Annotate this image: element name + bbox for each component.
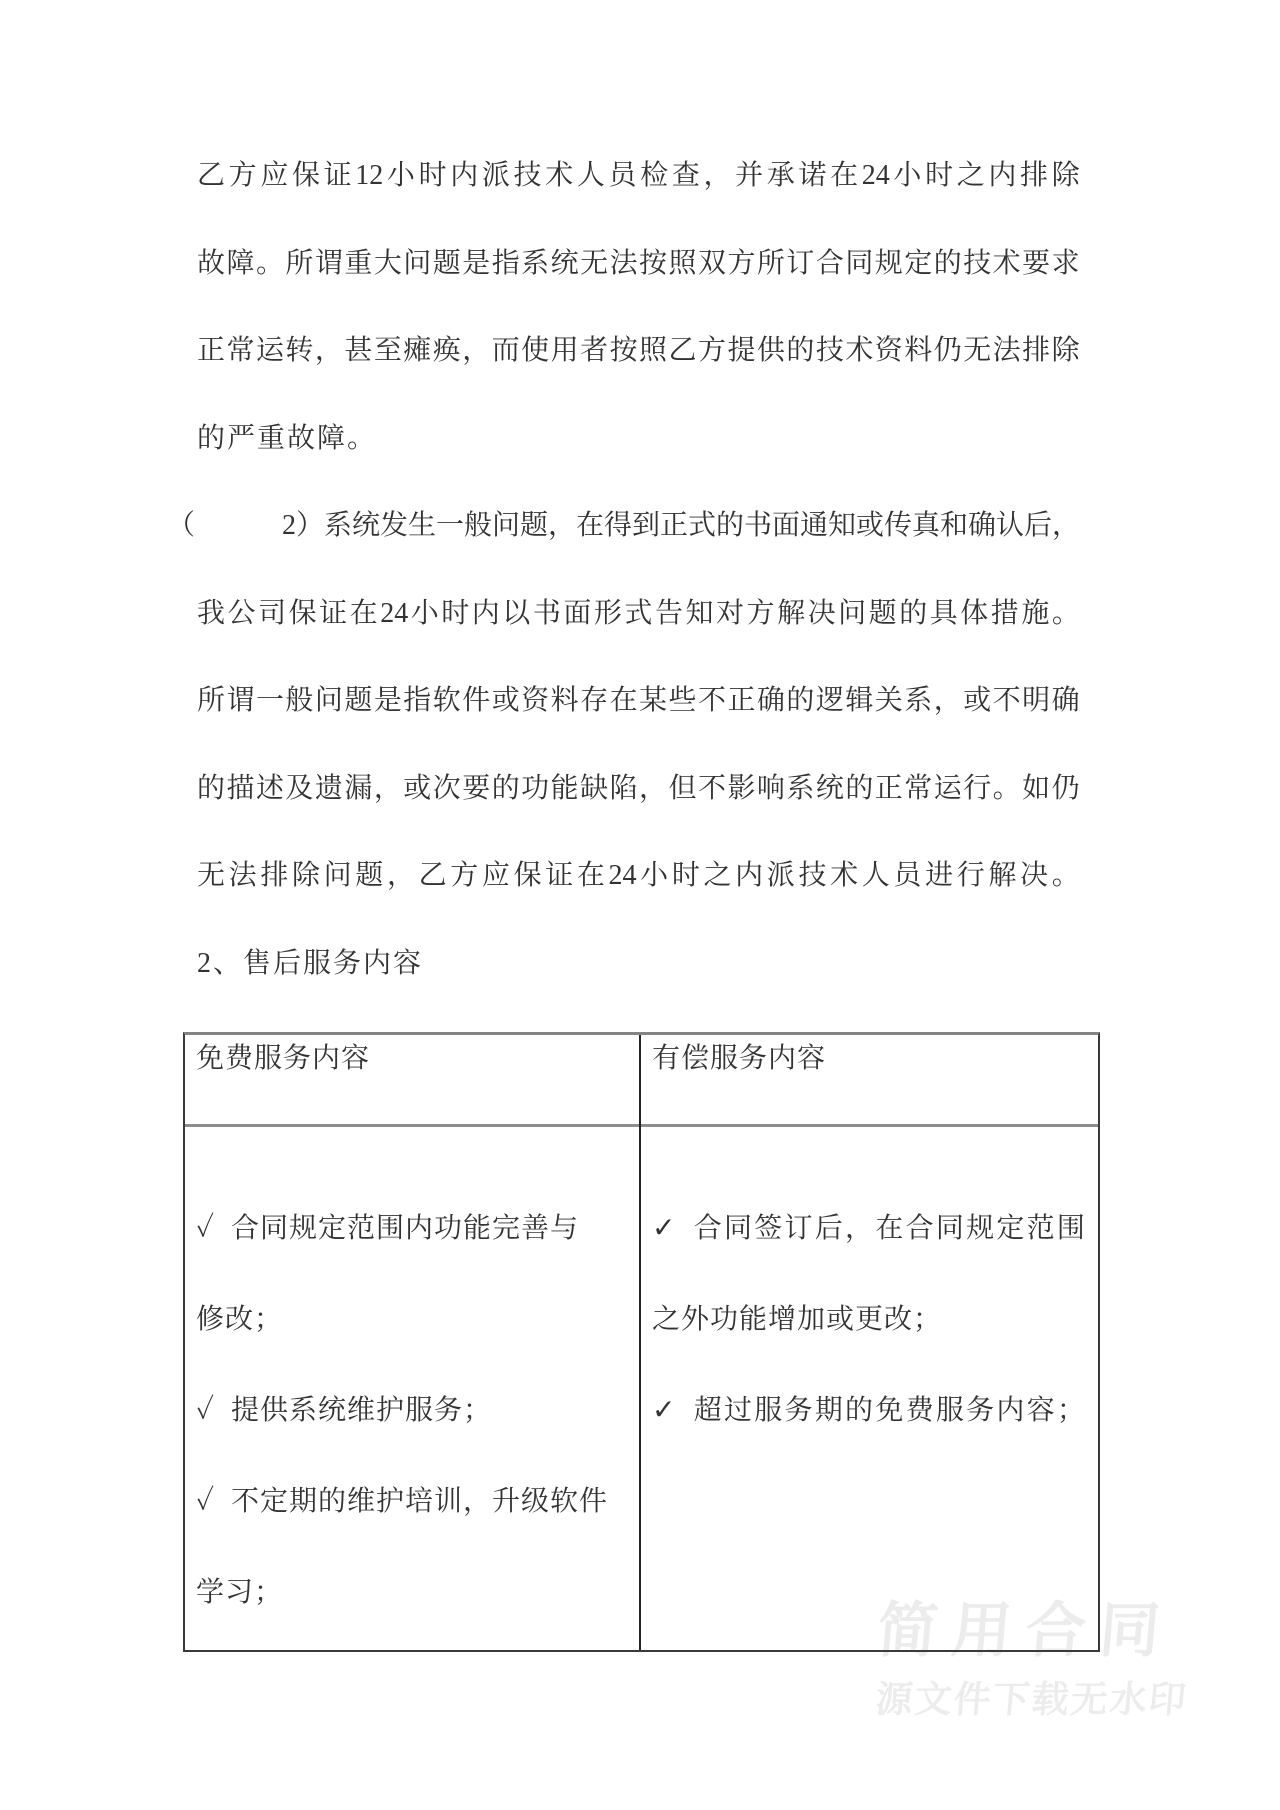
check-icon: ✓ xyxy=(652,1395,677,1426)
free-service-item: 学习； xyxy=(196,1577,284,1608)
document-line: 故 障 。 所 谓 重 大 问 题 是 指 系 统 无 法 按 照 双 方 所 订 合 同 规 定 的 技 术 要 求 xyxy=(197,248,1080,279)
document-line: 的 描 述 及 遗 漏 ， 或 次 要 的 功 能 缺 陷 ， 但 不 影 响 系 统 的 正 常 运 行 。 如 仍 xyxy=(197,773,1080,804)
document-line: 我 公 司 保 证 在 24 小 时 内 以 书 面 形 式 告 知 对 方 解 决 问 题 的 具 体 措 施 。 xyxy=(197,598,1080,629)
document-line: 乙 方 应 保 证 12 小 时 内 派 技 术 人 员 检 查 ， 并 承 诺 在 24 小 时 之 内 排 除 xyxy=(197,160,1080,191)
free-service-item: ✓ 不定期的维护培训，升级软件 xyxy=(196,1486,609,1517)
document-line: 所 谓 一 般 问 题 是 指 软 件 或 资 料 存 在 某 些 不 正 确 的 逻 辑 关 系 ， 或 不 明 确 xyxy=(197,685,1080,716)
document-line: （ 2）系统发生一般问题，在得到正式的书面通知或传真和确认后， xyxy=(167,510,1080,541)
document-line: 无 法 排 除 问 题 ， 乙 方 应 保 证 在 24 小 时 之 内 派 技 术 人 员 进 行 解 决 。 xyxy=(197,860,1080,891)
free-service-item: 修改； xyxy=(196,1304,284,1335)
document-line: 正 常 运 转 ， 甚 至 瘫 痪 ， 而 使 用 者 按 照 乙 方 提 供 的 技 术 资 料 仍 无 法 排 除 xyxy=(197,335,1080,366)
watermark-subtitle: 源文件下载无水印 xyxy=(873,1679,1190,1720)
section-heading: 2、售后服务内容 xyxy=(197,948,424,979)
watermark-title: 简用合同 xyxy=(874,1597,1177,1664)
paid-service-item: ✓ 超 过 服 务 期 的 免 费 服 务 内 容 ； xyxy=(652,1389,1086,1433)
free-service-item: ✓ 合同规定范围内功能完善与 xyxy=(196,1213,580,1244)
service-table xyxy=(183,1032,1100,1652)
table-header-divider xyxy=(185,1124,1098,1127)
check-icon: ✓ xyxy=(652,1213,677,1244)
document-line: 的严重故障。 xyxy=(197,423,378,454)
table-header-free: 免费服务内容 xyxy=(196,1043,371,1074)
table-column-divider xyxy=(639,1035,641,1650)
table-header-paid: 有偿服务内容 xyxy=(652,1043,827,1074)
paid-service-item: 之外功能增加或更改； xyxy=(652,1304,943,1335)
paid-service-item: ✓ 合 同 签 订 后 ， 在 合 同 规 定 范 围 xyxy=(652,1207,1086,1251)
free-service-item: ✓ 提供系统维护服务； xyxy=(196,1395,493,1426)
